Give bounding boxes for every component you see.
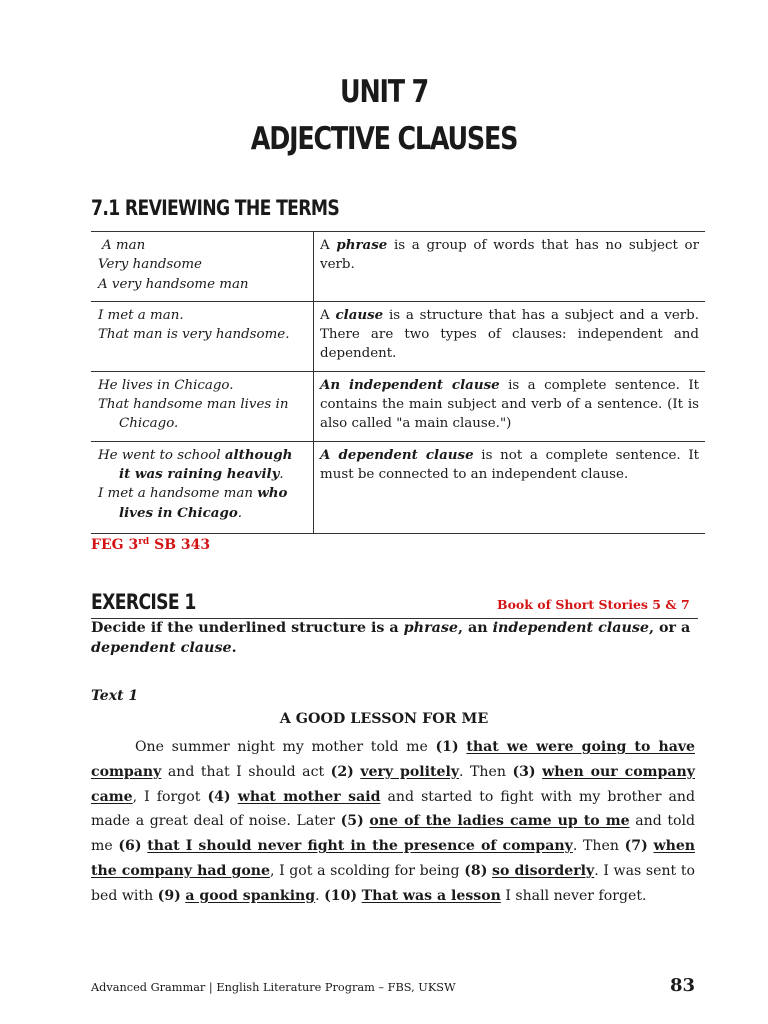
defined-term: An independent clause	[320, 376, 500, 393]
underlined-structure: a good spanking	[185, 887, 316, 904]
instruction-term: independent clause	[492, 620, 650, 636]
story-text: and started to fight with my brother and made a great deal of noise. Later	[91, 788, 696, 830]
example-line: A man	[102, 238, 146, 253]
item-number: (10)	[324, 887, 358, 904]
example-clause: although it was raining heavily	[119, 446, 293, 482]
example-plain: He went to school	[98, 447, 225, 463]
example-line: That man is very handsome.	[98, 327, 290, 343]
story-text: . Then	[572, 838, 625, 855]
definition-cell	[314, 232, 706, 302]
item-number: (5)	[340, 813, 364, 830]
text-label: Text 1	[91, 688, 139, 704]
item-number: (8)	[464, 862, 488, 879]
example-clause: who lives in Chicago	[119, 485, 288, 521]
instruction-text: , or a	[649, 620, 691, 636]
section-heading: 7.1 REVIEWING THE TERMS	[91, 196, 340, 220]
story-text: and that I should act	[161, 763, 331, 780]
instruction-text: , an	[458, 620, 493, 636]
definition-text: is a group of words that has no subject or verb.	[320, 238, 699, 273]
definition-text: is a complete sentence. It contains the main subject and verb of a sentence. (It is also called "a main clause.")	[320, 377, 699, 432]
underlined-structure: one of the ladies came up to me	[369, 813, 630, 830]
table-row	[91, 441, 705, 533]
example-line: That handsome man lives in Chicago.	[98, 397, 289, 432]
example-line	[98, 446, 307, 485]
example-line: I met a man.	[98, 307, 184, 323]
example-line: Very handsome	[98, 257, 202, 273]
item-number: (4)	[207, 788, 231, 805]
item-number: (3)	[512, 763, 536, 780]
table-row	[91, 371, 705, 441]
underlined-structure: when the company had gone	[91, 838, 696, 879]
story-text: .	[315, 887, 325, 904]
item-number: (9)	[157, 887, 181, 904]
example-end: .	[237, 505, 243, 521]
unit-title: UNIT 7	[340, 74, 428, 110]
underlined-structure: what mother said	[237, 788, 381, 805]
underlined-structure: that we were going to have company	[91, 739, 695, 780]
story-text: One summer night my mother told me	[135, 739, 436, 755]
underlined-structure: when our company came	[91, 763, 695, 805]
story-text: , I forgot	[132, 788, 208, 805]
page-footer: Advanced Grammar | English Literature Program – FBS, UKSW	[91, 981, 456, 994]
story-text: and told me	[91, 813, 696, 855]
story-text: . I was sent to bed with	[91, 862, 695, 904]
table-row	[91, 301, 705, 371]
example-line: A very handsome man	[98, 276, 249, 292]
page-number: 83	[670, 975, 696, 996]
definition-cell	[314, 371, 706, 441]
definition-cell	[314, 441, 706, 533]
table-row	[91, 232, 705, 302]
examples-cell	[91, 232, 314, 302]
instruction-text: .	[231, 639, 237, 656]
definition-cell	[314, 301, 706, 371]
source-reference	[91, 537, 210, 553]
exercise-instruction	[91, 619, 698, 658]
instruction-text: Decide if the underlined structure is a	[91, 620, 404, 636]
item-number: (1)	[435, 739, 459, 755]
item-number: (6)	[118, 838, 142, 855]
examples-cell	[91, 371, 314, 441]
underlined-structure: so disorderly	[492, 862, 595, 879]
story-text: , I got a scolding for being	[269, 862, 465, 879]
example-plain: I met a handsome man	[98, 486, 258, 502]
underlined-structure: very politely	[360, 763, 460, 780]
example-line: He lives in Chicago.	[98, 377, 234, 393]
item-number: (2)	[330, 763, 354, 780]
example-end: .	[279, 466, 284, 482]
story-text: . Then	[459, 763, 513, 780]
definition-text: A	[320, 307, 336, 323]
terms-table	[91, 231, 705, 534]
source-reference-suffix: SB 343	[149, 537, 211, 553]
instruction-term: dependent clause	[91, 639, 232, 656]
examples-cell	[91, 441, 314, 533]
definition-text: A	[320, 238, 337, 253]
story-paragraph	[91, 735, 695, 909]
instruction-term: phrase	[403, 620, 459, 636]
definition-text: is not a complete sentence. It must be connected to an independent clause.	[320, 447, 700, 482]
examples-cell	[91, 301, 314, 371]
unit-subtitle: ADJECTIVE CLAUSES	[250, 121, 518, 157]
defined-term: phrase	[336, 237, 388, 253]
underlined-structure: That was a lesson	[361, 887, 501, 904]
source-reference-prefix: FEG 3	[91, 537, 139, 553]
defined-term: A dependent clause	[320, 446, 474, 463]
example-line	[98, 484, 307, 523]
book-reference: Book of Short Stories 5 & 7	[497, 597, 690, 612]
underlined-structure: that I should never fight in the presence of company	[147, 838, 573, 855]
source-reference-sup: rd	[138, 537, 150, 547]
story-title: A GOOD LESSON FOR ME	[279, 711, 489, 727]
defined-term: clause	[335, 306, 384, 323]
story-text: I shall never forget.	[500, 887, 647, 904]
definition-text: is a structure that has a subject and a verb. There are two types of clauses: independent and dependent.	[320, 307, 699, 362]
item-number: (7)	[624, 838, 648, 855]
exercise-heading: EXERCISE 1	[91, 590, 196, 614]
